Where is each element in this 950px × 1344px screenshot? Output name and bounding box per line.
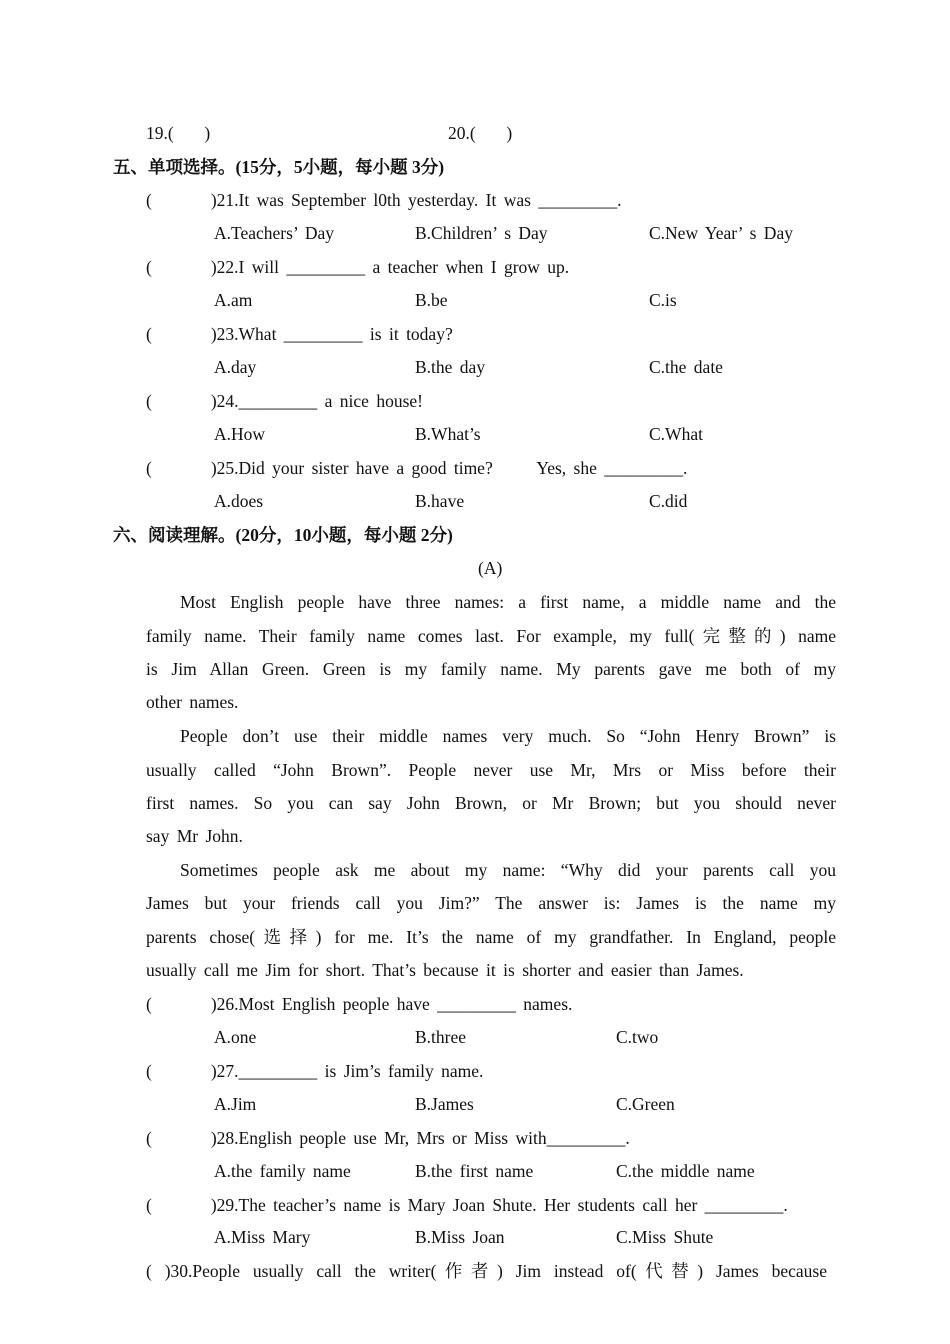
passage-line: usually call me Jim for short. That’s because it is shorter and easier than James. [146, 960, 744, 980]
passage-line: say Mr John. [146, 826, 243, 846]
passage-line: family name. Their family name comes last. For example, my full(完整的) name [146, 626, 836, 646]
option-27a: A.Jim [214, 1094, 257, 1114]
question-21: ( )21.It was September l0th yesterday. It was _________. [146, 190, 622, 210]
passage-label: (A) [478, 558, 503, 578]
option-27c: C.Green [616, 1094, 675, 1114]
passage-line: James but your friends call you Jim?” The answer is: James is the name my [146, 893, 836, 913]
option-29b: B.Miss Joan [415, 1227, 505, 1247]
option-24b: B.What’s [415, 424, 481, 444]
option-23c: C.the date [649, 357, 723, 377]
passage-line: parents chose(选择) for me. It’s the name of my grandfather. In England, people [146, 927, 836, 947]
passage-line: People don’t use their middle names very much. So “John Henry Brown” is [180, 726, 836, 746]
option-28a: A.the family name [214, 1161, 351, 1181]
passage-line: usually called “John Brown”. People never use Mr, Mrs or Miss before their [146, 760, 836, 780]
answer-slot-19: 19.( ) [146, 123, 211, 143]
option-28b: B.the first name [415, 1161, 534, 1181]
passage-line: Most English people have three names: a first name, a middle name and the [180, 592, 836, 612]
option-26c: C.two [616, 1027, 659, 1047]
question-25: ( )25.Did your sister have a good time? Yes, she _________. [146, 458, 688, 478]
option-22a: A.am [214, 290, 253, 310]
option-21c: C.New Year’ s Day [649, 223, 793, 243]
question-24: ( )24._________ a nice house! [146, 391, 423, 411]
option-21a: A.Teachers’ Day [214, 223, 334, 243]
option-22b: B.be [415, 290, 448, 310]
section-5-heading: 五、单项选择。(15分，5小题，每小题 3分) [113, 157, 445, 177]
passage-line: is Jim Allan Green. Green is my family name. My parents gave me both of my [146, 659, 836, 679]
question-23: ( )23.What _________ is it today? [146, 324, 453, 344]
question-30: ( )30.People usually call the writer(作者) Jim instead of(代替) James because [146, 1261, 827, 1281]
passage-line: Sometimes people ask me about my name: “Why did your parents call you [180, 860, 836, 880]
option-25c: C.did [649, 491, 688, 511]
passage-line: other names. [146, 692, 239, 712]
option-21b: B.Children’ s Day [415, 223, 548, 243]
option-25a: A.does [214, 491, 264, 511]
question-27: ( )27._________ is Jim’s family name. [146, 1061, 484, 1081]
option-24a: A.How [214, 424, 266, 444]
section-6-heading: 六、阅读理解。(20分，10小题，每小题 2分) [113, 525, 453, 545]
option-23a: A.day [214, 357, 257, 377]
option-26b: B.three [415, 1027, 467, 1047]
option-25b: B.have [415, 491, 465, 511]
option-22c: C.is [649, 290, 677, 310]
question-22: ( )22.I will _________ a teacher when I grow up. [146, 257, 570, 277]
option-29a: A.Miss Mary [214, 1227, 311, 1247]
question-29: ( )29.The teacher’s name is Mary Joan Shute. Her students call her _________. [146, 1195, 788, 1215]
question-28: ( )28.English people use Mr, Mrs or Miss with_________. [146, 1128, 630, 1148]
option-24c: C.What [649, 424, 703, 444]
option-23b: B.the day [415, 357, 486, 377]
option-28c: C.the middle name [616, 1161, 755, 1181]
option-27b: B.James [415, 1094, 474, 1114]
option-29c: C.Miss Shute [616, 1227, 714, 1247]
option-26a: A.one [214, 1027, 257, 1047]
answer-slot-20: 20.( ) [448, 123, 513, 143]
question-26: ( )26.Most English people have _________ names. [146, 994, 573, 1014]
passage-line: first names. So you can say John Brown, or Mr Brown; but you should never [146, 793, 836, 813]
